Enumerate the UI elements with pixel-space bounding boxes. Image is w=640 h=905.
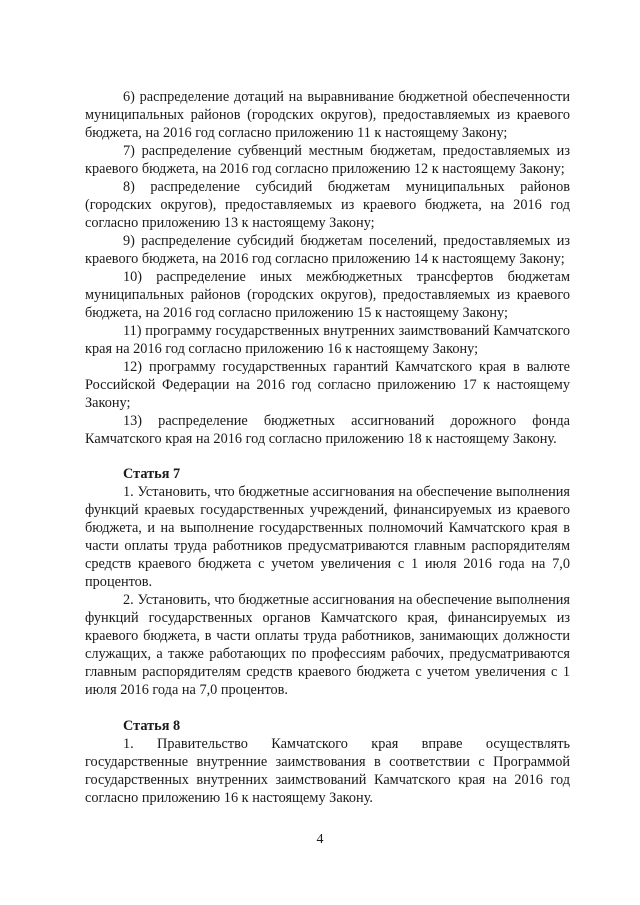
article-7-paragraph-1: 1. Установить, что бюджетные ассигнования на обеспечение выполнения функций краевых государственных учреждений, финансируемых из краевого бюджета, и на выполнение государственных полномочий Камчатского края в части оплаты труда работников предусматриваются главным распорядителям средств краевого бюджета с учетом увеличения с 1 июля 2016 года на 7,0 процентов. xyxy=(85,484,570,590)
list-item-10: 10) распределение иных межбюджетных трансфертов бюджетам муниципальных районов (городских округов), предоставляемых из краевого бюджета, на 2016 год согласно приложению 15 к настоящему Закону; xyxy=(85,269,570,321)
list-item-12: 12) программу государственных гарантий Камчатского края в валюте Российской Федерации на 2016 год согласно приложению 17 к настоящему Закону; xyxy=(85,359,570,411)
list-item-7: 7) распределение субвенций местным бюджетам, предоставляемых из краевого бюджета, на 2016 год согласно приложению 12 к настоящему Закону; xyxy=(85,143,570,177)
article-8-paragraph-1: 1. Правительство Камчатского края вправе осуществлять государственные внутренние заимствования в соответствии с Программой государственных внутренних заимствований Камчатского края на 2016 год согласно приложению 16 к настоящему Закону. xyxy=(85,736,570,806)
spacer xyxy=(85,448,570,465)
page-number: 4 xyxy=(316,832,324,847)
article-8-title: Статья 8 xyxy=(123,718,181,734)
article-7-title: Статья 7 xyxy=(123,466,181,482)
list-item-6: 6) распределение дотаций на выравнивание бюджетной обеспеченности муниципальных районов (городских округов), предоставляемых из краевого бюджета, на 2016 год согласно приложению 11 к настоящему Закону; xyxy=(85,89,570,141)
list-item-11: 11) программу государственных внутренних заимствований Камчатского края на 2016 год согласно приложению 16 к настоящему Закону; xyxy=(85,323,570,357)
document-page xyxy=(85,88,570,807)
list-item-9: 9) распределение субсидий бюджетам поселений, предоставляемых из краевого бюджета, на 2016 год согласно приложению 14 к настоящему Закону; xyxy=(85,233,570,267)
article-7-paragraph-2: 2. Установить, что бюджетные ассигнования на обеспечение выполнения функций государственных органов Камчатского края, финансируемых из краевого бюджета, в части оплаты труда работников, занимающих должности служащих, а также работающих по профессиям рабочих, предусматриваются главным распорядителям средств краевого бюджета с учетом увеличения с 1 июля 2016 года на 7,0 процентов. xyxy=(85,592,570,698)
list-item-13: 13) распределение бюджетных ассигнований дорожного фонда Камчатского края на 2016 год согласно приложению 18 к настоящему Закону. xyxy=(85,413,570,447)
list-item-8: 8) распределение субсидий бюджетам муниципальных районов (городских округов), предоставляемых из краевого бюджета, на 2016 год согласно приложению 13 к настоящему Закону; xyxy=(85,179,570,231)
spacer xyxy=(85,699,570,717)
